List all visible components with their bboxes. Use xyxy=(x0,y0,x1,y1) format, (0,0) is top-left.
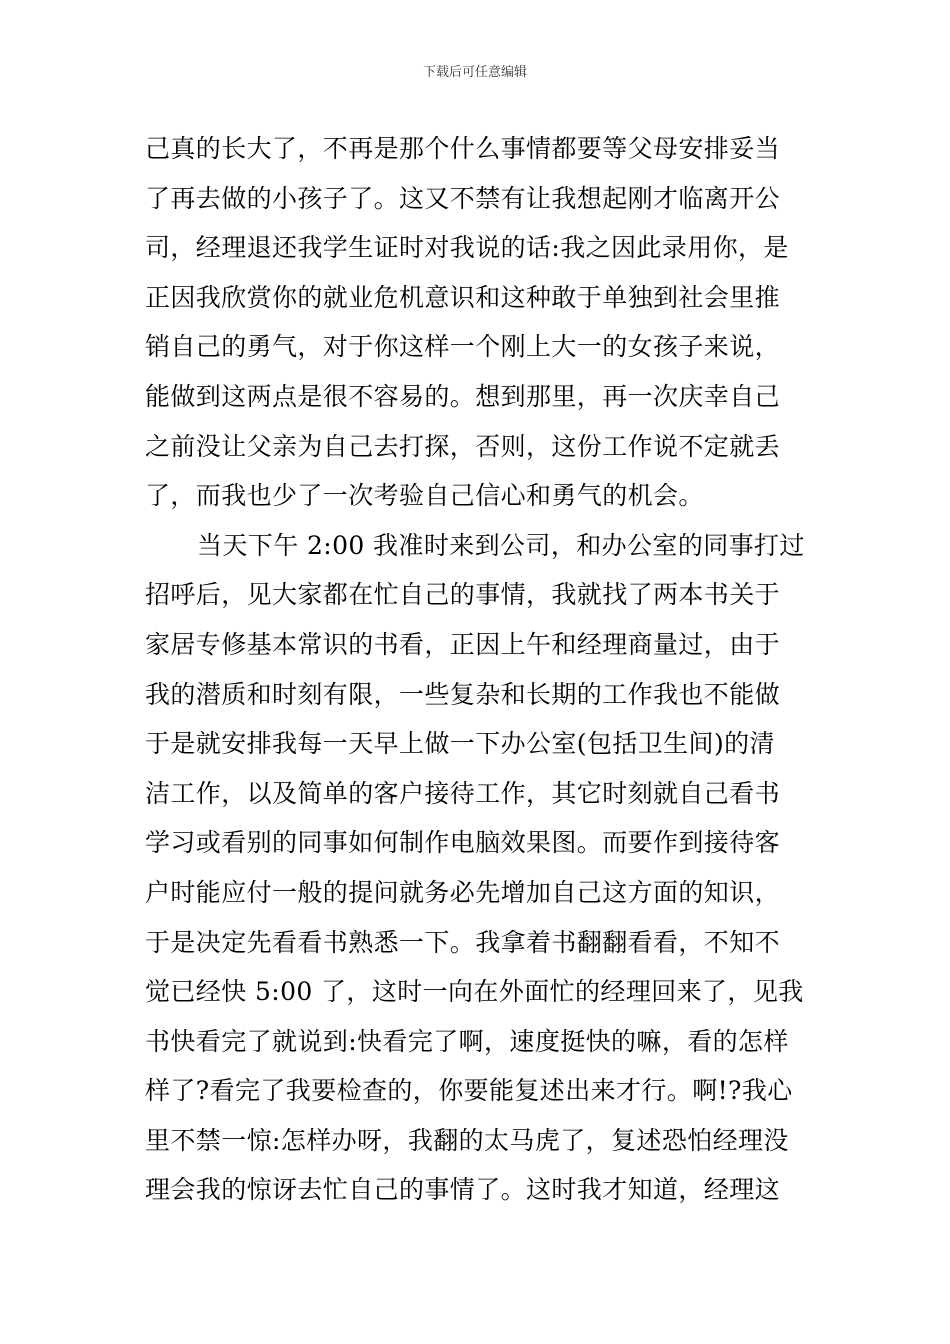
text-line: 销自己的勇气，对于你这样一个刚上大一的女孩子来说， xyxy=(145,332,781,362)
document-body xyxy=(145,124,807,1215)
text-line: 户时能应付一般的提问就务必先增加自己这方面的知识， xyxy=(145,877,781,907)
text-line: 于是就安排我每一天早上做一下办公室(包括卫生间)的清 xyxy=(145,729,775,759)
text-line: 了，而我也少了一次考验自己信心和勇气的机会。 xyxy=(145,481,704,511)
paragraph-start-line: 当天下午 2:00 我准时来到公司，和办公室的同事打过 xyxy=(197,530,805,560)
text-line: 己真的长大了，不再是那个什么事情都要等父母安排妥当 xyxy=(145,134,781,163)
text-line: 洁工作，以及简单的客户接待工作，其它时刻就自己看书 xyxy=(145,778,781,808)
text-line: 能做到这两点是很不容易的。想到那里，再一次庆幸自己 xyxy=(145,381,781,411)
page-header: 下载后可任意编辑 xyxy=(422,65,527,80)
text-line: 于是决定先看看书熟悉一下。我拿着书翻翻看看，不知不 xyxy=(145,927,781,957)
text-line: 之前没让父亲为自己去打探，否则，这份工作说不定就丢 xyxy=(145,431,781,461)
text-line: 书快看完了就说到:快看完了啊，速度挺快的嘛，看的怎样 xyxy=(145,1026,789,1056)
text-line: 司，经理退还我学生证时对我说的话:我之因此录用你，是 xyxy=(145,233,789,263)
text-line: 招呼后，见大家都在忙自己的事情，我就找了两本书关于 xyxy=(145,580,781,610)
text-line: 我的潜质和时刻有限，一些复杂和长期的工作我也不能做 xyxy=(145,679,781,709)
text-line: 家居专修基本常识的书看，正因上午和经理商量过，由于 xyxy=(145,629,781,659)
text-line: 理会我的惊讶去忙自己的事情了。这时我才知道，经理这 xyxy=(145,1175,781,1205)
text-line: 样了?看完了我要检查的，你要能复述出来才行。啊!?我心 xyxy=(145,1076,793,1106)
text-line: 觉已经快 5:00 了，这时一向在外面忙的经理回来了，见我 xyxy=(145,977,804,1007)
text-line: 正因我欣赏你的就业危机意识和这种敢于单独到社会里推 xyxy=(145,282,781,312)
text-line: 里不禁一惊:怎样办呀，我翻的太马虎了，复述恐怕经理没 xyxy=(145,1125,789,1155)
text-line: 学习或看别的同事如何制作电脑效果图。而要作到接待客 xyxy=(145,828,781,858)
text-line: 了再去做的小孩子了。这又不禁有让我想起刚才临离开公 xyxy=(145,183,781,213)
